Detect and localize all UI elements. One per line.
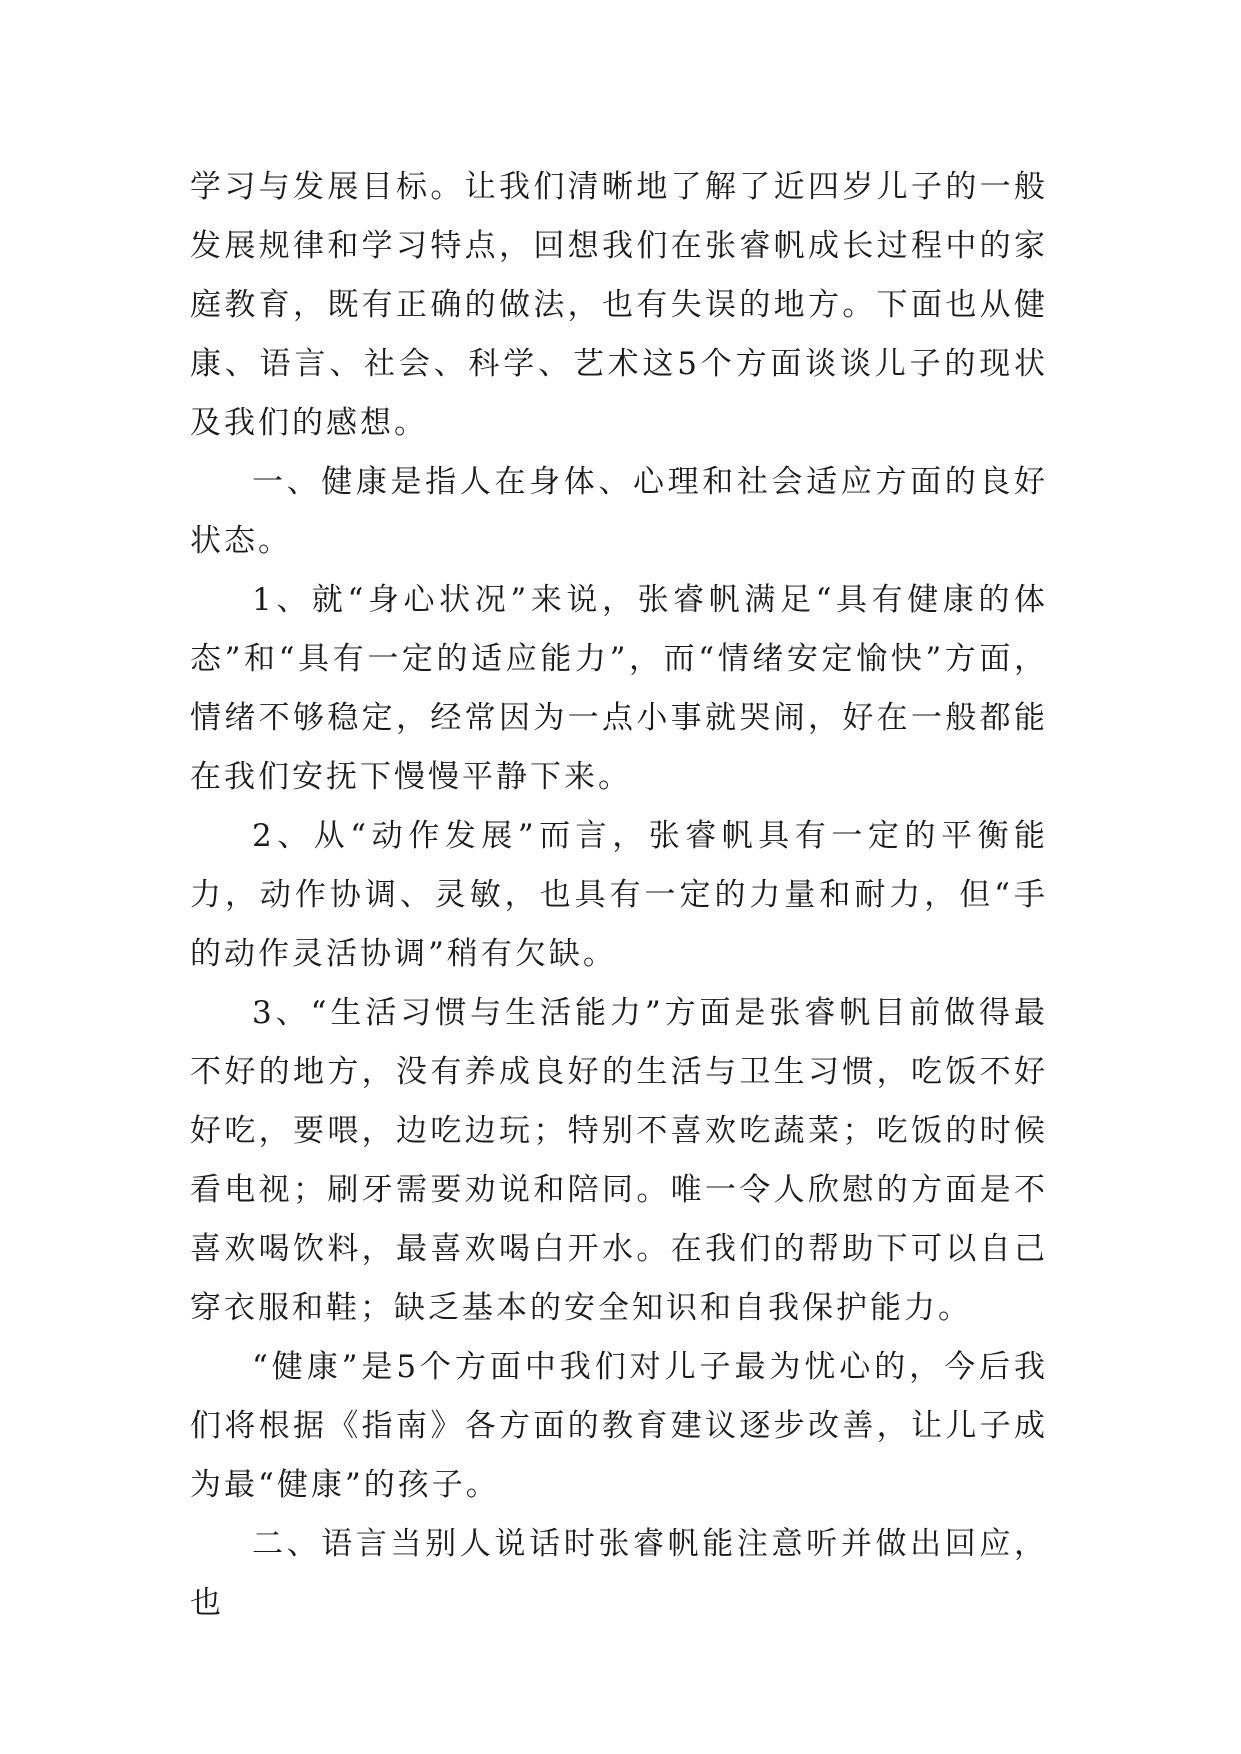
paragraph-health-summary: “健康”是5个方面中我们对儿子最为忧心的，今后我们将根据《指南》各方面的教育建议逐步改善，让儿子成为最“健康”的孩子。 <box>190 1349 1048 1503</box>
paragraph-health-point-1: 1、就“身心状况”来说，张睿帆满足“具有健康的体态”和“具有一定的适应能力”，而“情绪安定愉快”方面，情绪不够稳定，经常因为一点小事就哭闹，好在一般都能在我们安抚下慢慢平静下来。 <box>190 582 1048 795</box>
paragraph-intro: 学习与发展目标。让我们清晰地了解了近四岁儿子的一般发展规律和学习特点，回想我们在张睿帆成长过程中的家庭教育，既有正确的做法，也有失误的地方。下面也从健康、语言、社会、科学、艺术这5个方面谈谈儿子的现状及我们的感想。 <box>190 169 1048 441</box>
paragraph-language-heading: 二、语言当别人说话时张睿帆能注意听并做出回应，也 <box>190 1526 1048 1621</box>
paragraph-health-point-2: 2、从“动作发展”而言，张睿帆具有一定的平衡能力，动作协调、灵敏，也具有一定的力量和耐力，但“手的动作灵活协调”稍有欠缺。 <box>190 818 1048 972</box>
document-body <box>190 158 1048 1633</box>
paragraph-health-heading: 一、健康是指人在身体、心理和社会适应方面的良好状态。 <box>190 464 1048 559</box>
paragraph-health-point-3: 3、“生活习惯与生活能力”方面是张睿帆目前做得最不好的地方，没有养成良好的生活与卫生习惯，吃饭不好好吃，要喂，边吃边玩；特别不喜欢吃蔬菜；吃饭的时候看电视；刷牙需要劝说和陪同。唯一令人欣慰的方面是不喜欢喝饮料，最喜欢喝白开水。在我们的帮助下可以自己穿衣服和鞋；缺乏基本的安全知识和自我保护能力。 <box>190 995 1048 1326</box>
